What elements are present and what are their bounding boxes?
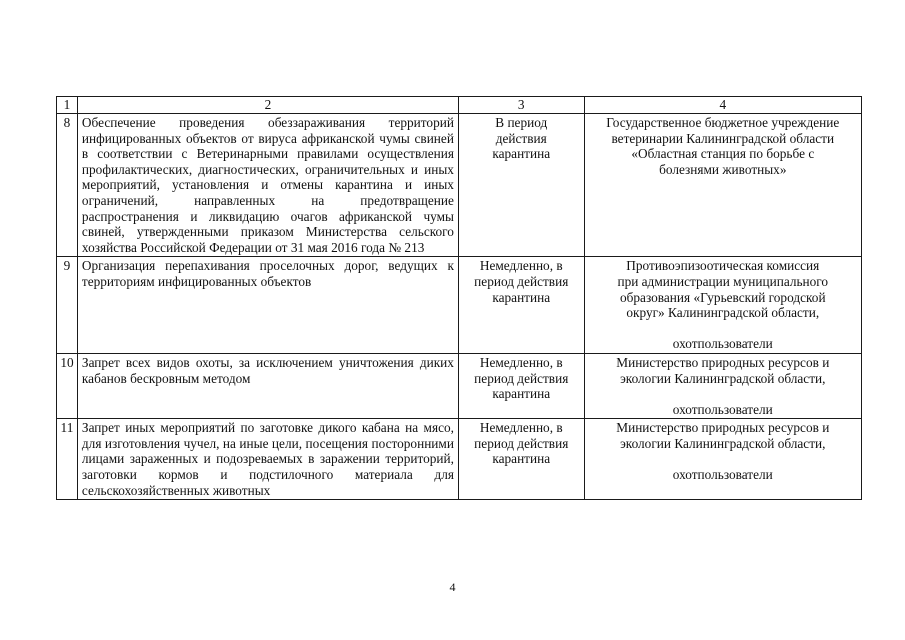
responsible-cell (584, 353, 861, 418)
term-cell (458, 353, 584, 418)
responsible-cell (584, 114, 861, 257)
measure-text: Запрет всех видов охоты, за исключением уничтожения диких кабанов бескровным методом (77, 353, 458, 418)
responsible-extra: охотпользователи (672, 401, 773, 417)
responsible-spacer (589, 451, 857, 467)
table-row (57, 419, 862, 500)
row-number: 9 (57, 257, 78, 354)
term-line: период действия (474, 273, 569, 289)
responsible-extra: охотпользователи (672, 336, 773, 352)
responsible-line: ветеринарии Калининградской области (611, 130, 835, 146)
responsible-spacer (589, 386, 857, 402)
responsible-line: экологии Калининградской области, (620, 435, 826, 451)
responsible-line: «Областная станция по борьбе с (631, 146, 815, 162)
responsible-line: экологии Калининградской области, (620, 370, 826, 386)
measure-text: Запрет иных мероприятий по заготовке дикого кабана на мясо, для изготовления чучел, на иные цели, посещения посторонними лицами зараженных и подозреваемых в заражении территорий, заготовки кормов и подстилочного материала для сельскохозяйственных животных (77, 419, 458, 500)
row-number: 8 (57, 114, 78, 257)
table-header-row (57, 97, 862, 114)
header-col-2: 2 (77, 97, 458, 114)
table-row (57, 114, 862, 257)
measure-text: Обеспечение проведения обеззараживания территорий инфицированных объектов от вируса африканской чумы свиней в соответствии с Ветеринарными правилами осуществления профилактических, диагностических, ограничительных и иных мероприятий, установления и отмены карантина и иных ограничений, направленных на предотвращение распространения и ликвидацию очагов африканской чумы свиней, утвержденными приказом Министерства сельского хозяйства Российской Федерации от 31 мая 2016 года № 213 (77, 114, 458, 257)
header-col-4: 4 (584, 97, 861, 114)
responsible-line: Противоэпизоотическая комиссия (626, 258, 820, 274)
responsible-cell (584, 257, 861, 354)
term-line: карантина (492, 146, 551, 162)
responsible-line: болезнями животных» (659, 161, 787, 177)
responsible-line: образования «Гурьевский городской (619, 289, 826, 305)
row-number: 10 (57, 353, 78, 418)
measure-text: Организация перепахивания проселочных дорог, ведущих к территориям инфицированных объектов (77, 257, 458, 354)
page-number: 4 (449, 580, 456, 594)
term-line: действия (495, 130, 547, 146)
responsible-line: Государственное бюджетное учреждение (606, 115, 840, 130)
term-line: В период (495, 115, 548, 130)
term-line: карантина (492, 289, 551, 305)
measures-table (56, 96, 862, 500)
responsible-line: округ» Калининградской области, (626, 305, 820, 321)
term-line: период действия (474, 435, 569, 451)
table-row (57, 353, 862, 418)
term-cell (458, 257, 584, 354)
responsible-line: Министерство природных ресурсов и (616, 354, 830, 370)
header-col-3: 3 (458, 97, 584, 114)
responsible-line: при администрации муниципального (617, 273, 829, 289)
term-line: карантина (492, 386, 551, 402)
responsible-line: Министерство природных ресурсов и (616, 420, 830, 436)
term-line: Немедленно, в (479, 354, 563, 370)
term-cell (458, 419, 584, 500)
header-col-1: 1 (57, 97, 78, 114)
term-line: Немедленно, в (479, 258, 563, 274)
responsible-extra: охотпользователи (672, 467, 773, 483)
responsible-cell (584, 419, 861, 500)
term-line: Немедленно, в (479, 420, 563, 436)
term-line: период действия (474, 370, 569, 386)
table-row (57, 257, 862, 354)
term-line: карантина (492, 451, 551, 467)
responsible-spacer (589, 321, 857, 337)
row-number: 11 (57, 419, 78, 500)
term-cell (458, 114, 584, 257)
